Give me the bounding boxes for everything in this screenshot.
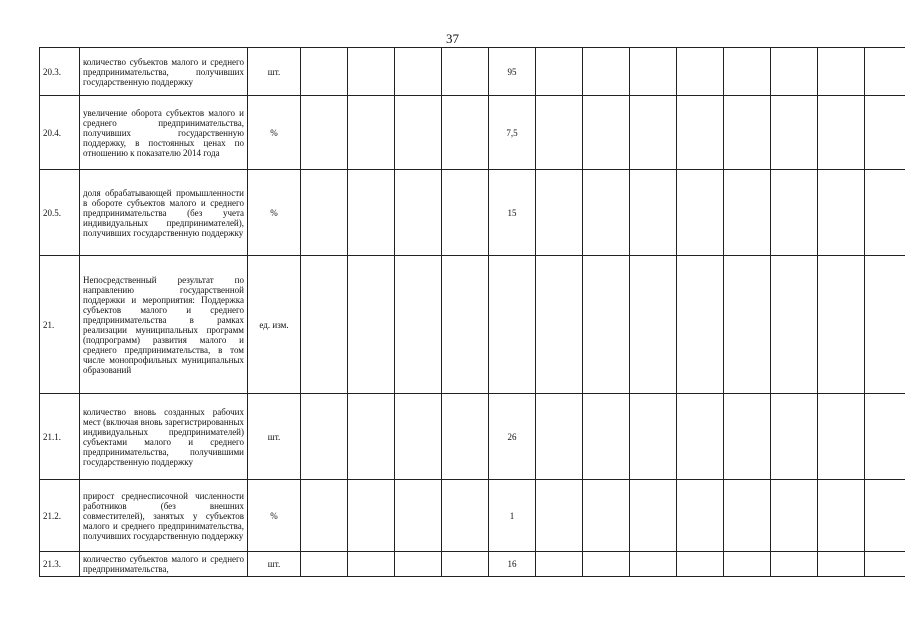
empty-cell <box>395 394 442 480</box>
empty-cell <box>583 256 630 394</box>
empty-cell <box>630 170 677 256</box>
empty-cell <box>630 256 677 394</box>
value-cell: 15 <box>489 170 536 256</box>
empty-cell <box>724 552 771 577</box>
table-row <box>40 394 905 480</box>
empty-cell <box>442 480 489 552</box>
empty-cell <box>630 552 677 577</box>
empty-cell <box>301 170 348 256</box>
indicators-table <box>39 47 905 577</box>
empty-cell <box>630 96 677 170</box>
unit-cell: % <box>248 96 301 170</box>
row-number: 21.3. <box>40 552 80 577</box>
empty-cell <box>865 48 905 96</box>
empty-cell <box>301 480 348 552</box>
empty-cell <box>724 96 771 170</box>
empty-cell <box>583 480 630 552</box>
indicator-name: количество вновь созданных рабочих мест (включая вновь зарегистрированных индивидуальных предпринимателей) субъектами малого и среднего предпринимательства, получившими государственную поддержку <box>80 394 248 480</box>
empty-cell <box>442 256 489 394</box>
row-number: 20.3. <box>40 48 80 96</box>
empty-cell <box>677 256 724 394</box>
table-row <box>40 48 905 96</box>
empty-cell <box>724 480 771 552</box>
empty-cell <box>348 48 395 96</box>
value-cell: 7,5 <box>489 96 536 170</box>
indicator-name: увеличение оборота субъектов малого и среднего предпринимательства, получивших государственную поддержку, в постоянных ценах по отношению к показателю 2014 года <box>80 96 248 170</box>
empty-cell <box>301 48 348 96</box>
empty-cell <box>677 170 724 256</box>
empty-cell <box>677 48 724 96</box>
empty-cell <box>442 170 489 256</box>
table-row <box>40 552 905 577</box>
empty-cell <box>865 96 905 170</box>
empty-cell <box>583 48 630 96</box>
indicator-name: Непосредственный результат по направлению государственной поддержки и мероприятия: Поддержка субъектов малого и среднего предпринимательства в рамках реализации муниципальных программ (подпрограмм) развития малого и среднего предпринимательства, в том числе монопрофильных муниципальных образований <box>80 256 248 394</box>
empty-cell <box>348 170 395 256</box>
empty-cell <box>301 394 348 480</box>
indicator-name: количество субъектов малого и среднего предпринимательства, <box>80 552 248 577</box>
empty-cell <box>395 552 442 577</box>
empty-cell <box>536 256 583 394</box>
unit-cell: шт. <box>248 394 301 480</box>
table-row <box>40 170 905 256</box>
empty-cell <box>348 256 395 394</box>
empty-cell <box>395 256 442 394</box>
empty-cell <box>865 170 905 256</box>
empty-cell <box>771 48 818 96</box>
empty-cell <box>724 170 771 256</box>
table-row <box>40 480 905 552</box>
empty-cell <box>583 552 630 577</box>
table-row <box>40 256 905 394</box>
empty-cell <box>348 480 395 552</box>
value-cell <box>489 256 536 394</box>
empty-cell <box>771 394 818 480</box>
unit-cell: шт. <box>248 552 301 577</box>
empty-cell <box>395 48 442 96</box>
empty-cell <box>865 480 905 552</box>
empty-cell <box>395 480 442 552</box>
empty-cell <box>677 394 724 480</box>
empty-cell <box>818 96 865 170</box>
empty-cell <box>724 256 771 394</box>
empty-cell <box>348 394 395 480</box>
empty-cell <box>583 96 630 170</box>
empty-cell <box>442 552 489 577</box>
row-number: 21.2. <box>40 480 80 552</box>
unit-cell: ед. изм. <box>248 256 301 394</box>
empty-cell <box>865 552 905 577</box>
empty-cell <box>677 480 724 552</box>
row-number: 21. <box>40 256 80 394</box>
empty-cell <box>771 480 818 552</box>
empty-cell <box>818 170 865 256</box>
empty-cell <box>536 48 583 96</box>
empty-cell <box>771 170 818 256</box>
indicator-name: прирост среднесписочной численности работников (без внешних совместителей), занятых у субъектов малого и среднего предпринимательства, получивших государственную поддержку <box>80 480 248 552</box>
empty-cell <box>677 552 724 577</box>
empty-cell <box>771 96 818 170</box>
empty-cell <box>536 552 583 577</box>
empty-cell <box>536 170 583 256</box>
empty-cell <box>630 480 677 552</box>
empty-cell <box>348 552 395 577</box>
empty-cell <box>630 394 677 480</box>
empty-cell <box>395 96 442 170</box>
empty-cell <box>818 552 865 577</box>
empty-cell <box>818 394 865 480</box>
empty-cell <box>301 552 348 577</box>
row-number: 21.1. <box>40 394 80 480</box>
empty-cell <box>442 48 489 96</box>
table-row <box>40 96 905 170</box>
unit-cell: % <box>248 480 301 552</box>
empty-cell <box>818 480 865 552</box>
unit-cell: шт. <box>248 48 301 96</box>
empty-cell <box>301 96 348 170</box>
row-number: 20.4. <box>40 96 80 170</box>
empty-cell <box>583 170 630 256</box>
page-number: 37 <box>446 31 459 46</box>
empty-cell <box>724 394 771 480</box>
value-cell: 16 <box>489 552 536 577</box>
empty-cell <box>536 394 583 480</box>
empty-cell <box>442 394 489 480</box>
empty-cell <box>724 48 771 96</box>
empty-cell <box>583 394 630 480</box>
value-cell: 95 <box>489 48 536 96</box>
empty-cell <box>865 394 905 480</box>
indicator-name: количество субъектов малого и среднего предпринимательства, получивших государственную поддержку <box>80 48 248 96</box>
empty-cell <box>348 96 395 170</box>
indicator-name: доля обрабатывающей промышленности в обороте субъектов малого и среднего предпринимательства (без учета индивидуальных предпринимателей), получивших государственную поддержку <box>80 170 248 256</box>
empty-cell <box>865 256 905 394</box>
empty-cell <box>536 96 583 170</box>
empty-cell <box>301 256 348 394</box>
empty-cell <box>818 48 865 96</box>
empty-cell <box>771 256 818 394</box>
empty-cell <box>442 96 489 170</box>
row-number: 20.5. <box>40 170 80 256</box>
empty-cell <box>630 48 677 96</box>
value-cell: 26 <box>489 394 536 480</box>
empty-cell <box>677 96 724 170</box>
empty-cell <box>536 480 583 552</box>
empty-cell <box>771 552 818 577</box>
value-cell: 1 <box>489 480 536 552</box>
empty-cell <box>395 170 442 256</box>
empty-cell <box>818 256 865 394</box>
unit-cell: % <box>248 170 301 256</box>
